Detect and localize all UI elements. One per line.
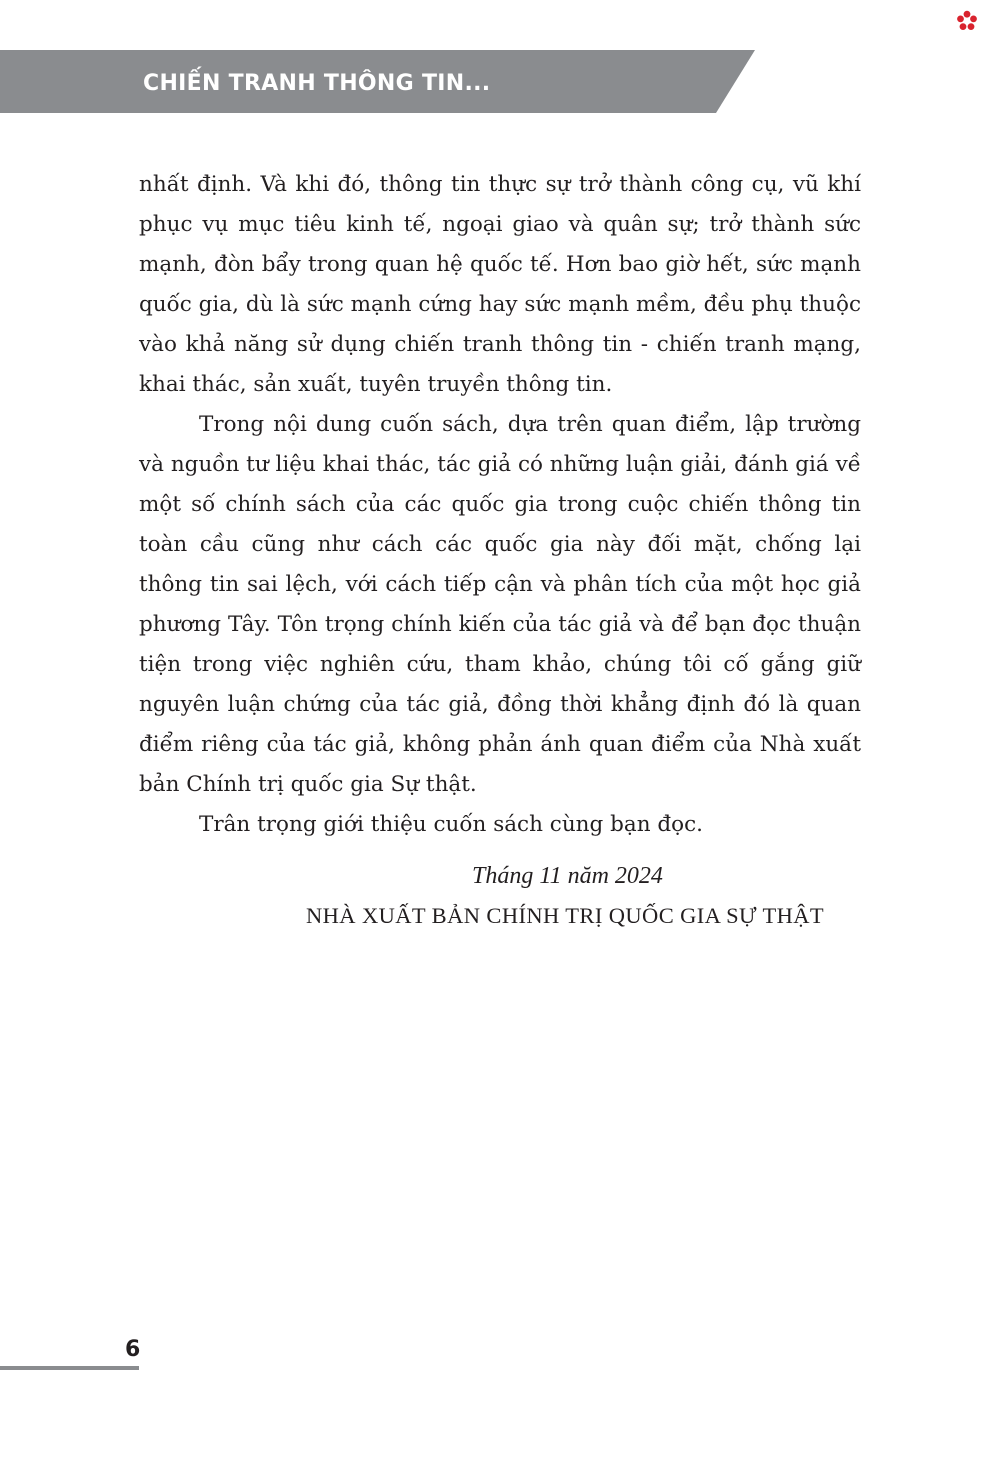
body-paragraph-2: Trong nội dung cuốn sách, dựa trên quan điểm, lập trường và nguồn tư liệu khai thác, tác giả có những luận giải, đánh giá về một số chính sách của các quốc gia trong cuộc chiến thông tin toàn cầu cũng như cách các quốc gia này đối mặt, chống lại thông tin sai lệch, với cách tiếp cận và phân tích của một học giả phương Tây. Tôn trọng chính kiến của tác giả và để bạn đọc thuận tiện trong việc nghiên cứu, tham khảo, chúng tôi cố gắng giữ nguyên luận chứng của tác giả, đồng thời khẳng định đó là quan điểm riêng của tác giả, không phản ánh quan điểm của Nhà xuất bản Chính trị quốc gia Sự thật.	[139, 412, 861, 797]
page-number: 6	[125, 1337, 141, 1362]
signoff-publisher: NHÀ XUẤT BẢN CHÍNH TRỊ QUỐC GIA SỰ THẬT	[306, 903, 825, 928]
signoff-date: Tháng 11 năm 2024	[472, 863, 663, 889]
running-header-title: CHIẾN TRANH THÔNG TIN...	[143, 71, 491, 96]
publisher-flower-logo-icon	[956, 10, 978, 32]
body-text	[139, 165, 861, 845]
footer-rule	[0, 1366, 139, 1370]
body-paragraph-3: Trân trọng giới thiệu cuốn sách cùng bạn đọc.	[199, 812, 703, 837]
body-paragraph-1: nhất định. Và khi đó, thông tin thực sự trở thành công cụ, vũ khí phục vụ mục tiêu kinh tế, ngoại giao và quân sự; trở thành sức mạnh, đòn bẩy trong quan hệ quốc tế. Hơn bao giờ hết, sức mạnh quốc gia, dù là sức mạnh cứng hay sức mạnh mềm, đều phụ thuộc vào khả năng sử dụng chiến tranh thông tin - chiến tranh mạng, khai thác, sản xuất, tuyên truyền thông tin.	[139, 172, 861, 397]
